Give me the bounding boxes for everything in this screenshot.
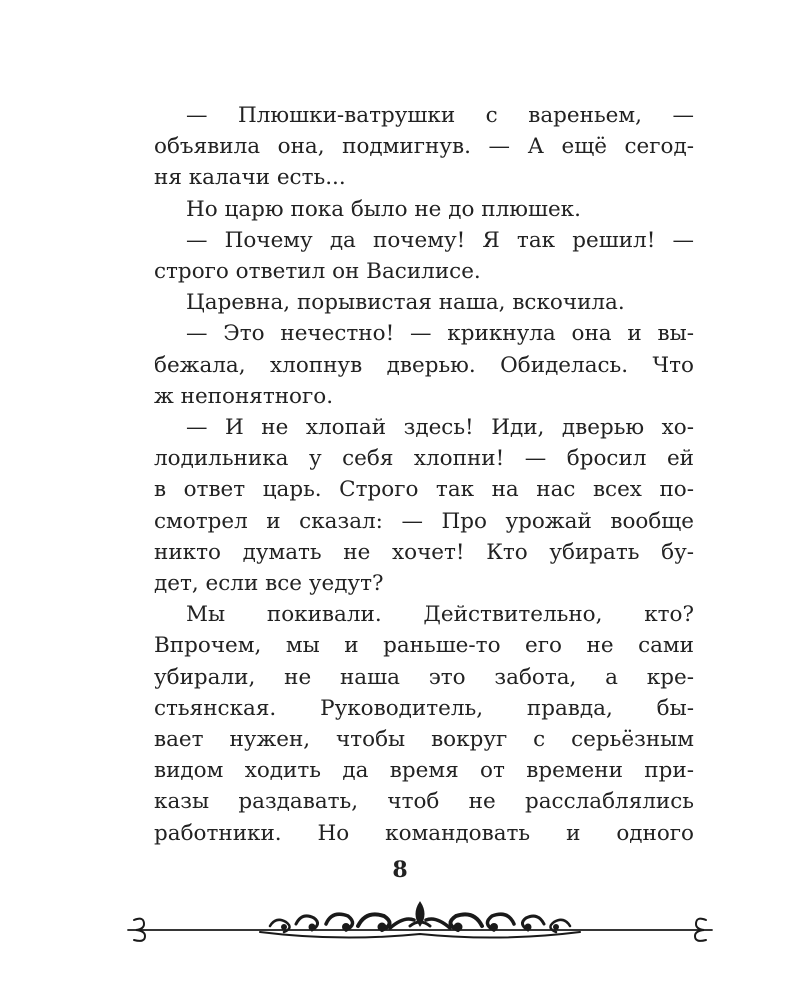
text-line: Но царю пока было не до плюшек.	[186, 196, 581, 222]
text-line: вает нужен, чтобы вокруг с серьёзным	[154, 727, 694, 753]
text-line: работники. Но командовать и одного	[154, 820, 694, 846]
text-line: — И не хлопай здесь! Иди, дверью хо-	[186, 415, 694, 441]
text-line: дет, если все уедут?	[154, 571, 384, 597]
text-line: казы раздавать, чтоб не расслаблялись	[154, 789, 694, 815]
paragraph-1	[154, 100, 694, 194]
text-line: убирали, не наша это забота, а кре-	[154, 664, 694, 690]
text-line: объявила она, подмигнув. — А ещё сегод-	[154, 134, 694, 160]
text-line: — Плюшки-ватрушки с вареньем, —	[186, 103, 694, 128]
text-line: ня калачи есть...	[154, 165, 346, 191]
text-line: никто думать не хочет! Кто убирать бу-	[154, 539, 694, 565]
text-line: в ответ царь. Строго так на нас всех по-	[154, 477, 694, 503]
paragraph-7	[154, 599, 694, 849]
paragraph-2	[154, 194, 694, 225]
paragraph-6	[154, 412, 694, 599]
paragraph-5	[154, 318, 694, 412]
page-text	[154, 100, 694, 849]
text-line: Царевна, порывистая наша, вскочила.	[186, 290, 625, 316]
text-line: — Почему да почему! Я так решил! —	[186, 227, 694, 253]
ornament-divider-icon	[120, 896, 720, 956]
text-line: стьянская. Руководитель, правда, бы-	[154, 695, 694, 721]
text-line: — Это нечестно! — крикнула она и вы-	[186, 321, 694, 347]
text-line: Мы покивали. Действительно, кто?	[186, 602, 694, 628]
paragraph-3	[154, 225, 694, 287]
text-line: Впрочем, мы и раньше-то его не сами	[154, 633, 694, 659]
text-line: ж непонятного.	[154, 383, 334, 409]
paragraph-4	[154, 287, 694, 318]
page-number: 8	[392, 857, 408, 883]
text-line: лодильника у себя хлопни! — бросил ей	[154, 446, 694, 472]
text-line: смотрел и сказал: — Про урожай вообще	[154, 508, 694, 534]
text-line: видом ходить да время от времени при-	[154, 758, 694, 784]
text-line: бежала, хлопнув дверью. Обиделась. Что	[154, 352, 694, 378]
text-line: строго ответил он Василисе.	[154, 259, 481, 285]
